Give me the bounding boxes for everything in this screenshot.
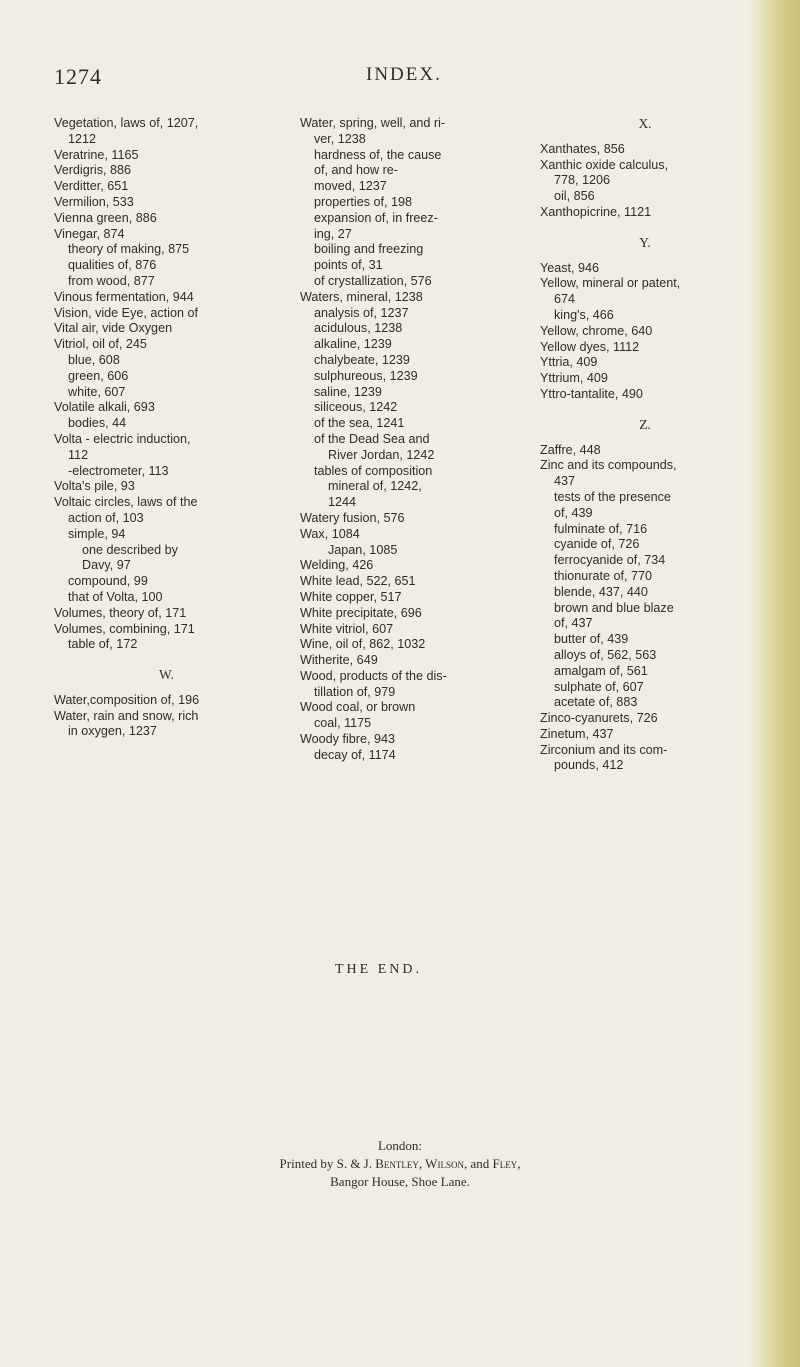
- index-entry: Vermilion, 533: [54, 194, 134, 209]
- index-subentry: king's, 466: [554, 307, 614, 322]
- index-entry: Zinco-cyanurets, 726: [540, 711, 658, 726]
- index-subentry: blende, 437, 440: [554, 584, 648, 599]
- index-subentry: hardness of, the cause: [314, 147, 442, 162]
- index-entry: Woody fibre, 943: [300, 732, 395, 747]
- index-subentry: butter of, 439: [554, 632, 629, 647]
- index-entry: Verditter, 651: [54, 179, 129, 194]
- index-entry: ver, 1238: [314, 131, 366, 146]
- index-subentry: saline, 1239: [314, 384, 382, 399]
- index-subentry: compound, 99: [68, 574, 148, 589]
- index-letter-heading: W.: [159, 667, 174, 683]
- index-entry: Wax, 1084: [300, 526, 360, 541]
- index-subentry: fulminate of, 716: [554, 521, 648, 536]
- index-subentry: white, 607: [68, 384, 126, 399]
- index-subentry: 437: [554, 474, 576, 489]
- index-entry: Water, spring, well, and ri-: [300, 116, 446, 130]
- imprint-printer-and: and: [467, 1156, 493, 1171]
- index-entry: Yttria, 409: [540, 355, 598, 370]
- index-entry: Veratrine, 1165: [54, 147, 139, 162]
- index-entry: Yttrium, 409: [540, 371, 608, 386]
- index-subentry: 778, 1206: [554, 173, 611, 188]
- index-column-1: [54, 116, 279, 740]
- index-subentry: River Jordan, 1242: [328, 447, 435, 462]
- index-subentry: acidulous, 1238: [314, 321, 403, 336]
- index-subentry: 674: [554, 292, 576, 307]
- index-entry: White copper, 517: [300, 589, 402, 604]
- index-subentry: cyanide of, 726: [554, 537, 640, 552]
- index-entry: Verdigris, 886: [54, 163, 132, 178]
- page-number: 1274: [54, 64, 102, 89]
- index-subentry: bodies, 44: [68, 416, 127, 431]
- imprint-printer-prefix: Printed by S. & J.: [279, 1156, 376, 1171]
- index-entry: tillation of, 979: [314, 684, 396, 699]
- index-subentry: of, and how re-: [314, 163, 399, 178]
- index-subentry: expansion of, in freez-: [314, 210, 438, 225]
- index-entry: coal, 1175: [314, 716, 372, 731]
- index-entry: Wine, oil of, 862, 1032: [300, 637, 426, 652]
- index-subentry: from wood, 877: [68, 273, 155, 288]
- index-entry: Vienna green, 886: [54, 210, 157, 225]
- index-entry: Water,composition of, 196: [54, 692, 200, 707]
- index-subentry: pounds, 412: [554, 758, 624, 773]
- index-subentry: ing, 27: [314, 226, 352, 241]
- index-entry: Xanthopicrine, 1121: [540, 204, 652, 219]
- index-subentry: table of, 172: [68, 637, 138, 652]
- index-subentry: properties of, 198: [314, 194, 413, 209]
- index-entry: Waters, mineral, 1238: [300, 289, 423, 304]
- index-subentry: tables of composition: [314, 463, 433, 478]
- index-entry: Yeast, 946: [540, 260, 600, 275]
- index-letter-heading: Z.: [639, 416, 651, 432]
- index-entry: Zirconium and its com-: [540, 742, 668, 757]
- index-subentry: sulphureous, 1239: [314, 368, 418, 383]
- index-subentry: decay of, 1174: [314, 747, 396, 762]
- index-subentry: of crystallization, 576: [314, 273, 432, 288]
- index-subentry: of, 439: [554, 505, 593, 520]
- index-entry: Zinetum, 437: [540, 726, 614, 741]
- index-subentry: blue, 608: [68, 352, 120, 367]
- index-entry: Wood coal, or brown: [300, 700, 416, 715]
- index-entry: 112: [68, 447, 89, 462]
- index-letter-heading: X.: [638, 116, 652, 131]
- index-subentry: brown and blue blaze: [554, 600, 674, 615]
- index-entry: Volatile alkali, 693: [54, 400, 155, 415]
- index-subentry: simple, 94: [68, 526, 126, 541]
- index-subentry: sulphate of, 607: [554, 679, 644, 694]
- index-entry: Yellow, chrome, 640: [540, 323, 653, 338]
- index-entry: Watery fusion, 576: [300, 510, 405, 525]
- index-entry: Yttro-tantalite, 490: [540, 386, 643, 401]
- index-entry: White vitriol, 607: [300, 621, 394, 636]
- imprint-address: Bangor House, Shoe Lane.: [330, 1174, 470, 1189]
- index-entry: White precipitate, 696: [300, 605, 422, 620]
- index-subentry: siliceous, 1242: [314, 400, 398, 415]
- index-entry: Volumes, theory of, 171: [54, 605, 187, 620]
- index-entry: Zinc and its compounds,: [540, 458, 677, 473]
- index-subentry: Davy, 97: [82, 558, 131, 573]
- imprint-printer-last: Fley,: [492, 1156, 521, 1171]
- index-subentry: one described by: [82, 542, 178, 557]
- index-entry: Xanthic oxide calculus,: [540, 157, 669, 172]
- index-subentry: amalgam of, 561: [554, 663, 648, 678]
- index-subentry: alkaline, 1239: [314, 337, 392, 352]
- index-subentry: analysis of, 1237: [314, 305, 409, 320]
- index-subentry: tests of the presence: [554, 489, 671, 504]
- index-entry: Xanthates, 856: [540, 141, 625, 156]
- index-entry: Vision, vide Eye, action of: [54, 305, 198, 320]
- index-entry: Zaffre, 448: [540, 442, 601, 457]
- index-subentry: of, 437: [554, 616, 593, 631]
- index-column-3: [540, 116, 750, 774]
- index-subentry: 1244: [328, 495, 357, 510]
- index-subentry: chalybeate, 1239: [314, 352, 410, 367]
- index-subentry: -electrometer, 113: [68, 463, 169, 478]
- index-entry: Witherite, 649: [300, 653, 378, 668]
- index-subentry: oil, 856: [554, 189, 595, 204]
- index-subentry: moved, 1237: [314, 179, 387, 194]
- index-subentry: points of, 31: [314, 258, 383, 273]
- index-subentry: that of Volta, 100: [68, 589, 163, 604]
- index-subentry: theory of making, 875: [68, 242, 190, 257]
- index-subentry: mineral of, 1242,: [328, 479, 422, 494]
- index-entry: Vegetation, laws of, 1207,: [54, 116, 199, 130]
- index-entry: Vinegar, 874: [54, 226, 125, 241]
- index-entry: in oxygen, 1237: [68, 724, 157, 739]
- index-subentry: qualities of, 876: [68, 258, 157, 273]
- index-subentry: of the Dead Sea and: [314, 431, 430, 446]
- index-subentry: Japan, 1085: [328, 542, 398, 557]
- imprint-city: London:: [377, 1138, 423, 1153]
- page-edge: [748, 0, 800, 1367]
- index-subentry: of the sea, 1241: [314, 416, 405, 431]
- index-entry: Wood, products of the dis-: [300, 668, 447, 683]
- imprint-printer: [100, 1156, 700, 1172]
- index-entry: White lead, 522, 651: [300, 574, 416, 589]
- index-letter-heading: Y.: [639, 234, 651, 250]
- index-entry: Water, rain and snow, rich: [54, 708, 199, 723]
- index-subentry: green, 606: [68, 368, 129, 383]
- index-entry: Volta - electric induction,: [54, 431, 191, 446]
- index-column-2: [300, 116, 520, 764]
- index-entry: Welding, 426: [300, 558, 374, 573]
- index-subentry: acetate of, 883: [554, 695, 638, 710]
- index-subentry: alloys of, 562, 563: [554, 647, 657, 662]
- index-entry: Volumes, combining, 171: [54, 621, 195, 636]
- index-subentry: thionurate of, 770: [554, 568, 653, 583]
- index-subentry: ferrocyanide of, 734: [554, 553, 666, 568]
- index-entry: 1212: [68, 131, 97, 146]
- index-entry: Yellow, mineral or patent,: [540, 276, 681, 291]
- the-end: THE END.: [335, 962, 422, 977]
- index-entry: Vitriol, oil of, 245: [54, 337, 147, 352]
- index-entry: Voltaic circles, laws of the: [54, 495, 198, 510]
- index-entry: Volta's pile, 93: [54, 479, 135, 494]
- index-subentry: boiling and freezing: [314, 242, 424, 257]
- index-entry: Yellow dyes, 1112: [540, 339, 640, 354]
- imprint-printer-names: Bentley, Wilson,: [375, 1156, 468, 1171]
- index-entry: action of, 103: [68, 510, 144, 525]
- running-head: INDEX.: [366, 64, 442, 85]
- index-entry: Vital air, vide Oxygen: [54, 321, 173, 336]
- index-entry: Vinous fermentation, 944: [54, 289, 194, 304]
